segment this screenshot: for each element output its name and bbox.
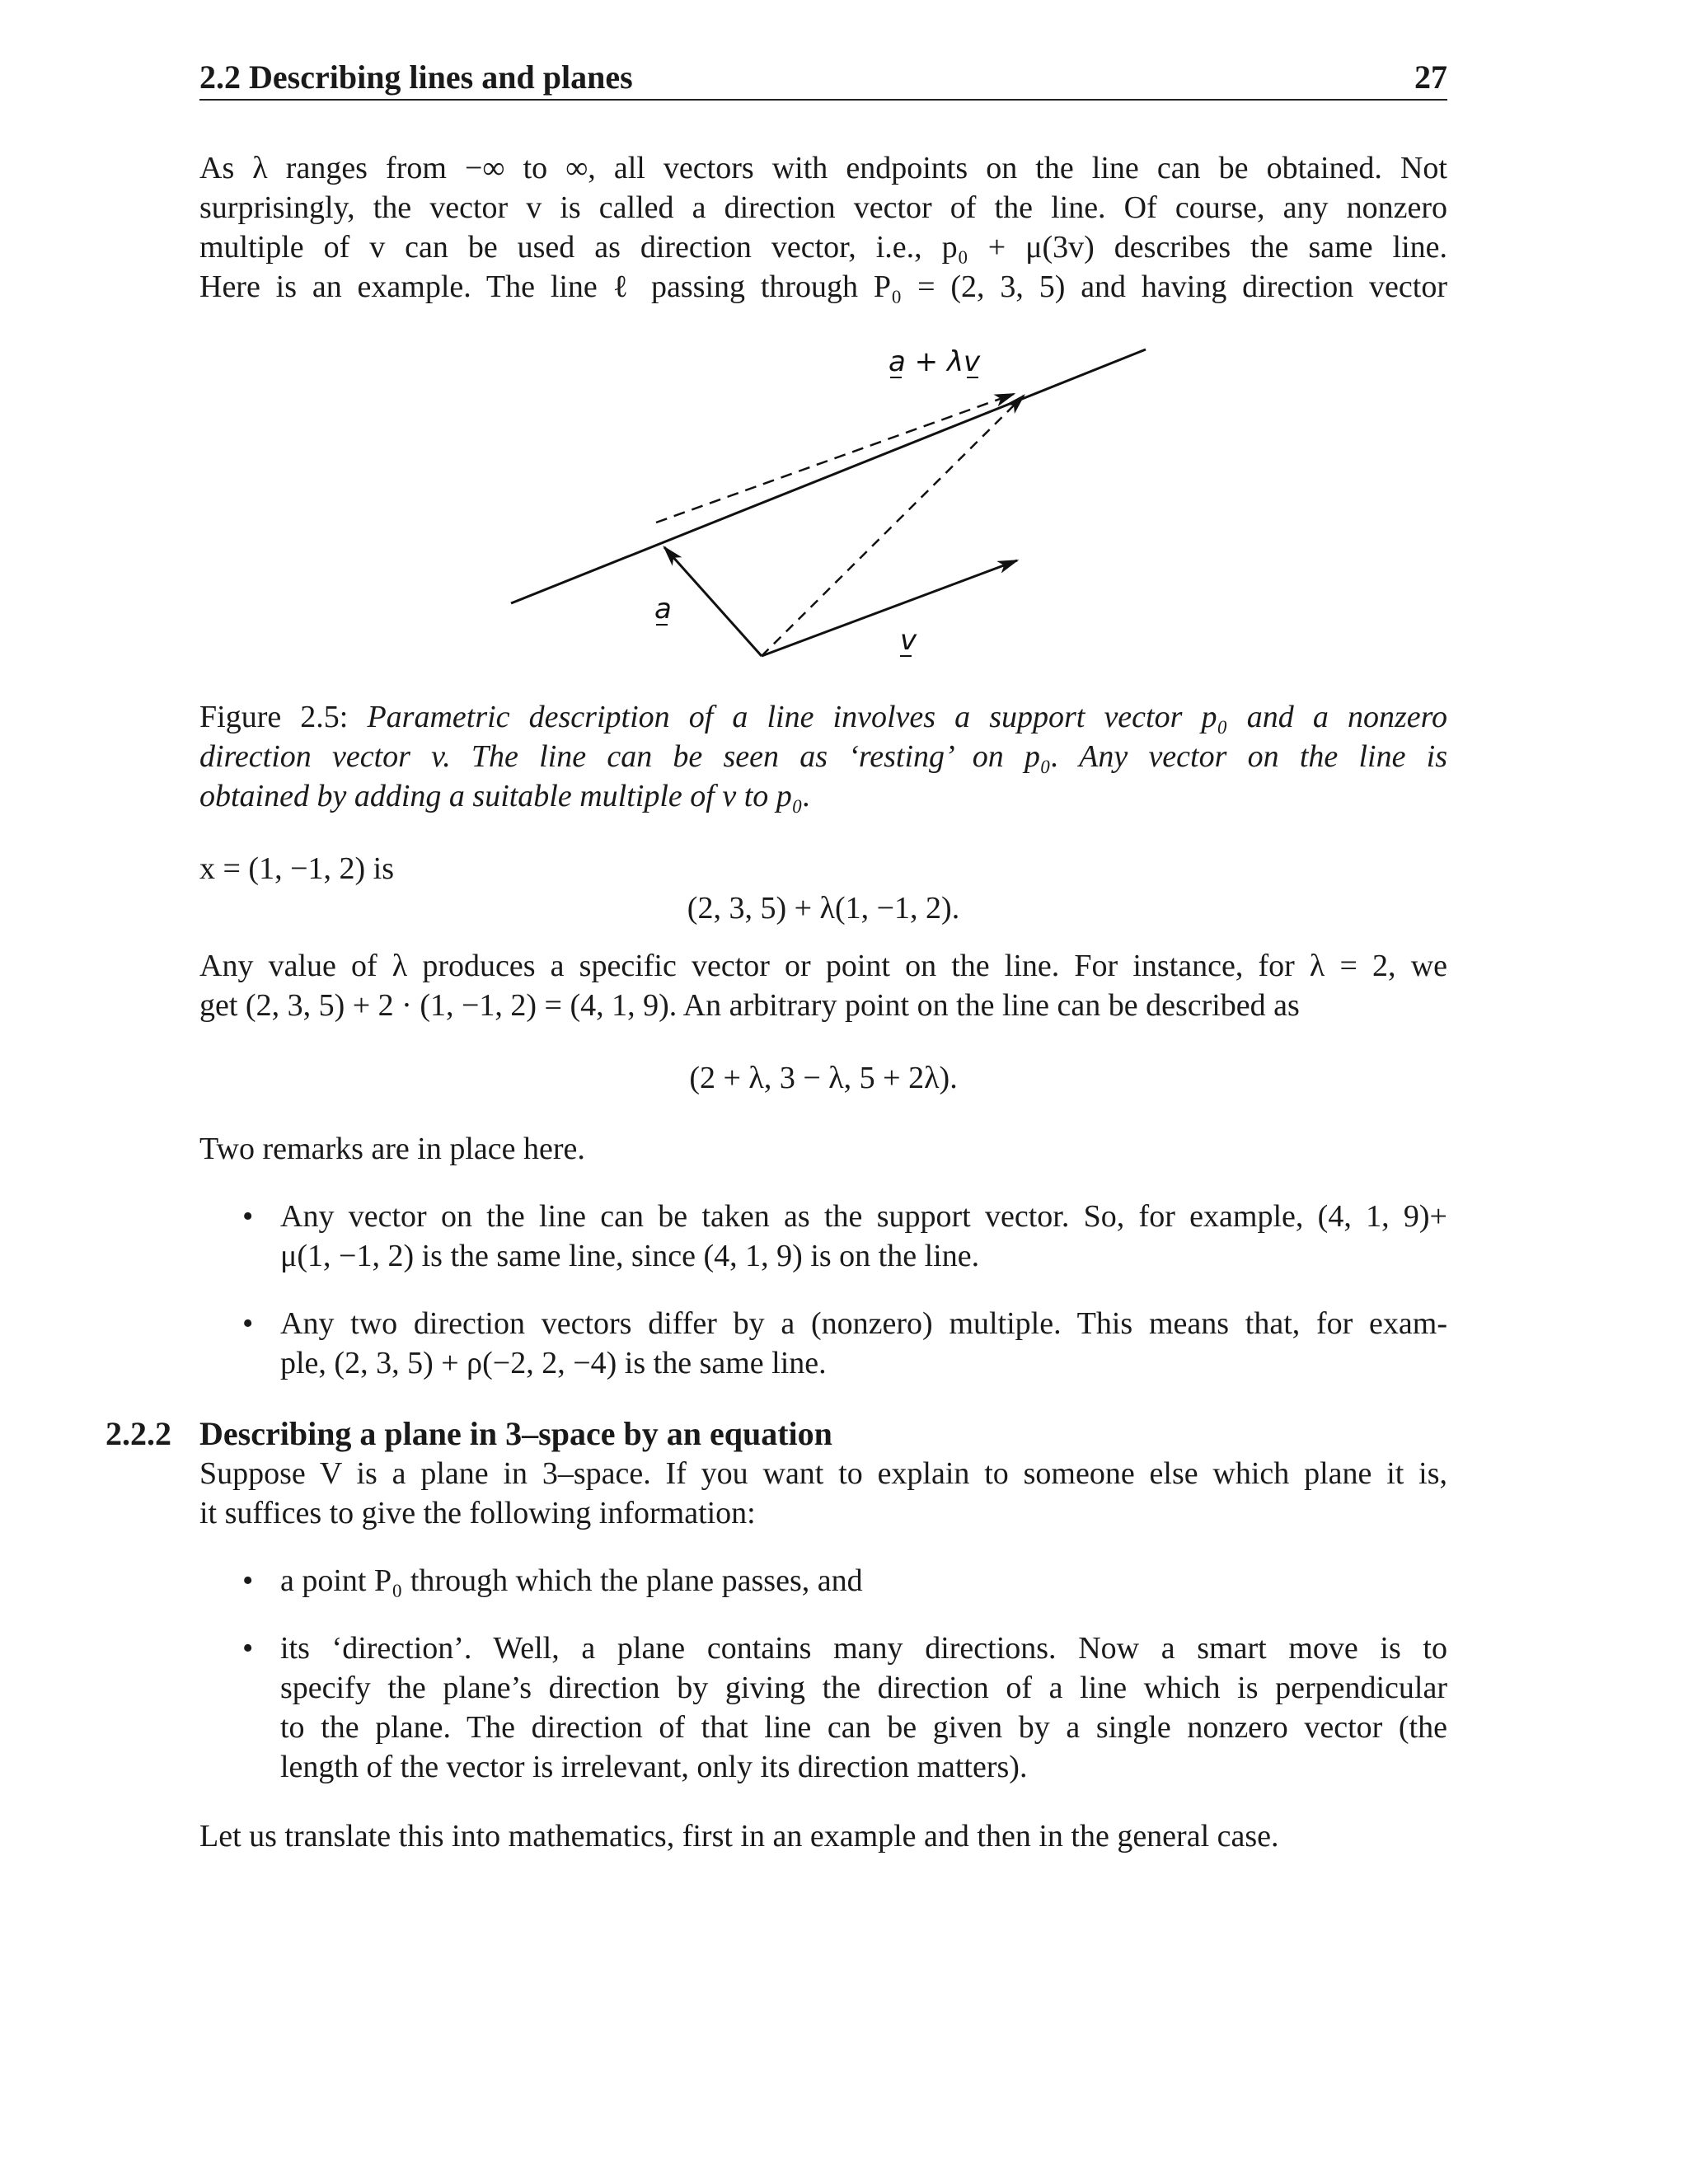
list-item (239, 1304, 1447, 1383)
bullet-glyph: • (242, 1306, 254, 1341)
line-diagram (495, 330, 1170, 692)
label-a-plus-lambda-v: a + λv (889, 345, 981, 378)
paragraph-remarks-intro (199, 1129, 1447, 1169)
paragraph-direction-vector (199, 148, 1447, 307)
text-line: As λ ranges from −∞ to ∞, all vectors with endpoints on the line can be obtained. Not (199, 151, 1447, 185)
section-number: 2.2.2 (106, 1415, 171, 1452)
plane-information-list (239, 1561, 1447, 1815)
text-line: Here is an example. The line ℓ passing through P₀ = (2, 3, 5) and having direction vector (199, 269, 1447, 304)
list-item (239, 1197, 1447, 1276)
caption-line: obtained by adding a suitable multiple of v to p₀. (199, 779, 811, 813)
label-v: v (900, 624, 917, 657)
bullet-glyph: • (242, 1563, 254, 1598)
figure-parametric-line (495, 330, 1170, 692)
text-line: Any value of λ produces a specific vector or point on the line. For instance, for λ = 2, we (199, 949, 1447, 983)
text-line: Suppose V is a plane in 3–space. If you want to explain to someone else which plane it is, (199, 1456, 1447, 1491)
list-item (239, 1561, 1447, 1601)
section-running-title: 2.2 Describing lines and planes (199, 59, 633, 96)
paragraph-specific-point (199, 946, 1447, 1025)
dashed-resultant-vector (762, 396, 1024, 656)
text-line: x = (1, −1, 2) is (199, 851, 395, 886)
text-line: μ(1, −1, 2) is the same line, since (4, 1, 9) is on the line. (280, 1239, 980, 1273)
text-line: multiple of v can be used as direction vector, i.e., p₀ + μ(3v) describes the same line. (199, 230, 1447, 265)
paragraph-translate (199, 1816, 1447, 1856)
text-line: surprisingly, the vector v is called a direction vector of the line. Of course, any nonzero (199, 190, 1447, 225)
text-line: it suffices to give the following information: (199, 1496, 756, 1530)
text-line: Let us translate this into mathematics, first in an example and then in the general case. (199, 1819, 1279, 1854)
display-equation-line: (2, 3, 5) + λ(1, −1, 2). (687, 891, 960, 926)
page-number: 27 (1414, 59, 1447, 96)
paragraph-example-intro (199, 849, 1447, 888)
text-line: ple, (2, 3, 5) + ρ(−2, 2, −4) is the same line. (280, 1346, 827, 1380)
text-line: to the plane. The direction of that line can be given by a single nonzero vector (the (280, 1710, 1447, 1745)
text-line: length of the vector is irrelevant, only its direction matters). (280, 1750, 1028, 1784)
text-line: Any two direction vectors differ by a (nonzero) multiple. This means that, for exam- (280, 1306, 1447, 1341)
section-heading (106, 1414, 832, 1454)
text-line: its ‘direction’. Well, a plane contains many directions. Now a smart move is to (280, 1631, 1447, 1666)
text-line: specify the plane’s direction by giving the direction of a line which is perpendicular (280, 1671, 1447, 1705)
section-title: Describing a plane in 3–space by an equation (199, 1415, 832, 1452)
text-line: a point P₀ through which the plane passes, and (280, 1563, 863, 1598)
text-line: get (2, 3, 5) + 2 · (1, −1, 2) = (4, 1, 9). An arbitrary point on the line can be described as (199, 988, 1300, 1023)
label-a: a (654, 593, 672, 626)
list-item (239, 1629, 1447, 1787)
text-line: Any vector on the line can be taken as the support vector. So, for example, (4, 1, 9)+ (280, 1199, 1447, 1234)
direction-vector-v (762, 560, 1017, 656)
figure-caption (199, 697, 1447, 816)
bullet-glyph: • (242, 1631, 254, 1666)
parametric-line (511, 349, 1146, 603)
bullet-glyph: • (242, 1199, 254, 1234)
caption-line: Parametric description of a line involves a support vector p₀ and a nonzero (367, 700, 1448, 734)
paragraph-plane-intro (199, 1454, 1447, 1533)
support-vector-a (664, 547, 762, 656)
text-line: Two remarks are in place here. (199, 1132, 585, 1166)
running-header (199, 54, 1447, 101)
caption-line: direction vector v. The line can be seen as ‘resting’ on p₀. Any vector on the line is (199, 739, 1447, 774)
remarks-list (239, 1197, 1447, 1411)
caption-label: Figure 2.5: (199, 700, 349, 734)
display-equation-point: (2 + λ, 3 − λ, 5 + 2λ). (689, 1061, 958, 1095)
